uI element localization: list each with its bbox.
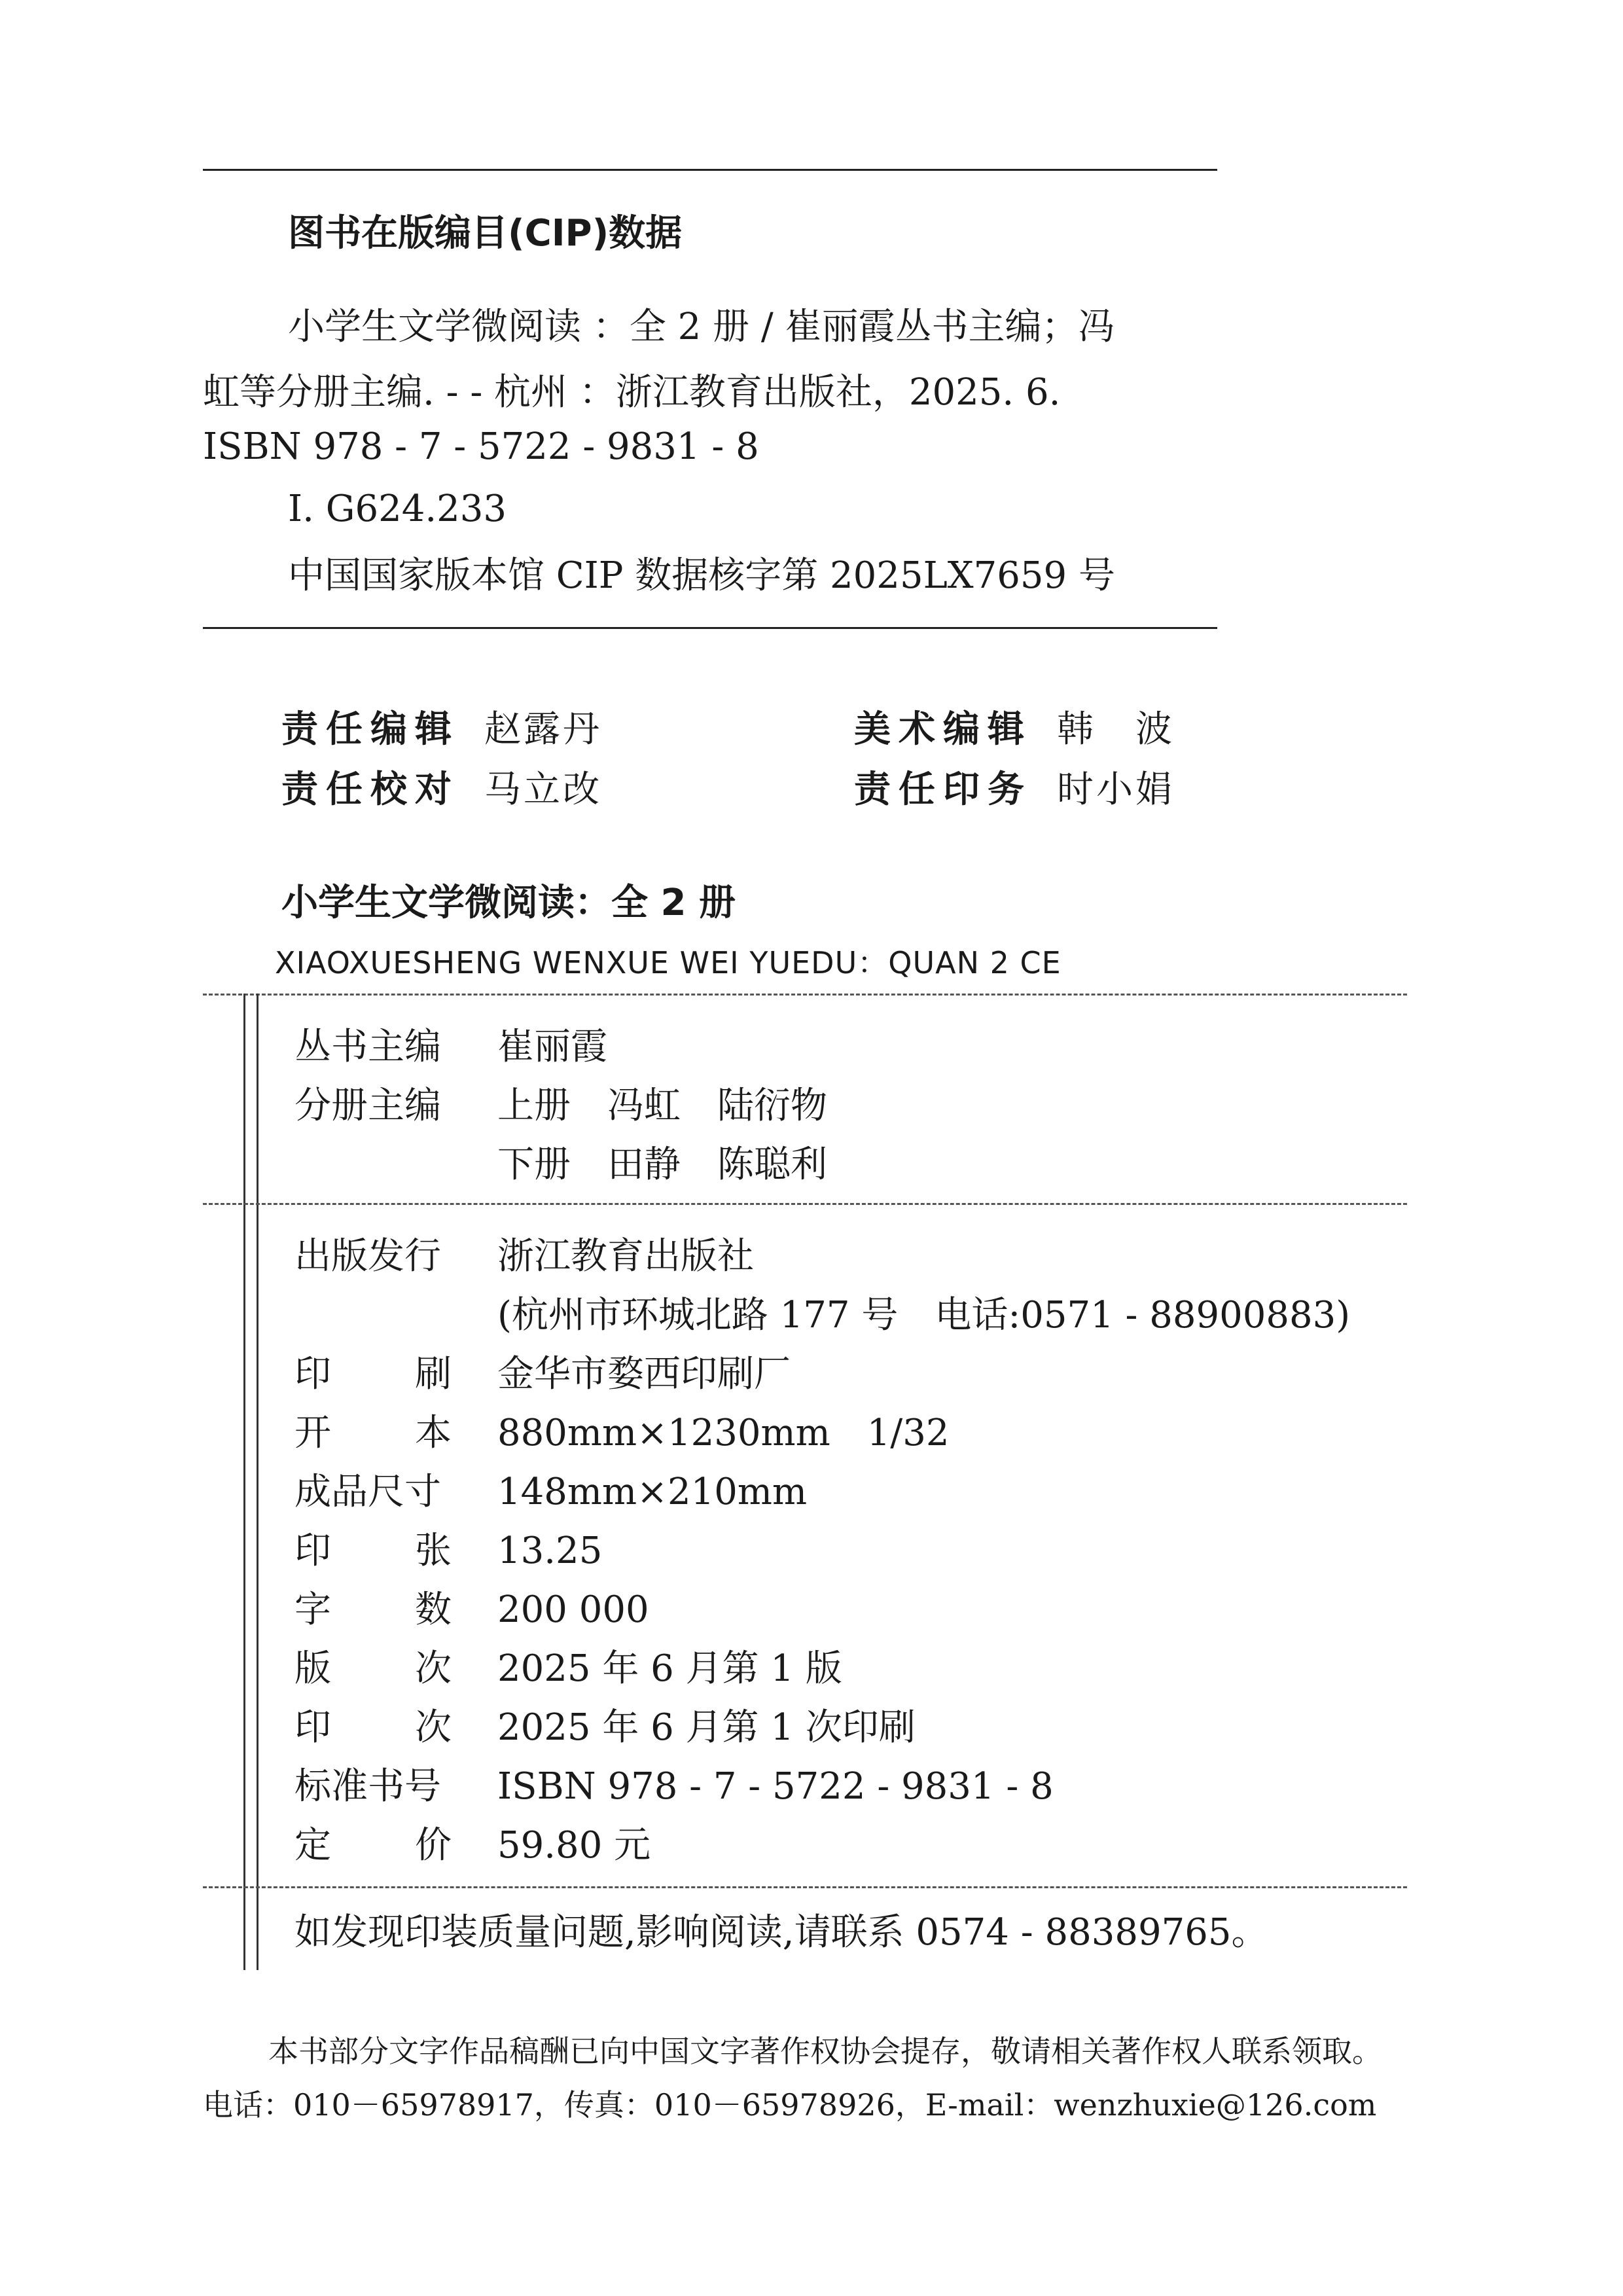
- staff-editor: [281, 700, 602, 753]
- price-value: 59.80 元: [497, 1824, 651, 1867]
- staff-editor-label: 责任编辑: [281, 708, 459, 751]
- imprint-left-line-1: [243, 994, 245, 1970]
- cip-line-class: Ⅰ. G624.233: [288, 488, 507, 530]
- staff-editor-name: 赵露丹: [484, 708, 602, 751]
- volume-editor-row: [294, 1077, 827, 1129]
- edition-row: [294, 1640, 842, 1692]
- staff-art-label: 美术编辑: [854, 708, 1032, 751]
- staff-print-name: 时小娟: [1057, 768, 1175, 811]
- printer-name: 金华市婺西印刷厂: [497, 1353, 791, 1395]
- words-label: 字 数: [294, 1588, 452, 1631]
- cip-line-record: 中国国家版本馆 CIP 数据核字第 2025LX7659 号: [288, 554, 1115, 597]
- staff-print-label: 责任印务: [854, 768, 1032, 811]
- cip-line-1: 小学生文学微阅读 ：全 2 册 / 崔丽霞丛书主编；冯: [288, 306, 1115, 348]
- sheets-value: 13.25: [497, 1530, 603, 1572]
- volume-editor-row-2: [294, 1136, 827, 1188]
- size-row: [294, 1463, 807, 1515]
- volume-editor-label: 分册主编: [294, 1085, 441, 1127]
- staff-print: [854, 761, 1175, 813]
- imprint-left-line-2: [257, 994, 259, 1970]
- address-row: [294, 1286, 1350, 1338]
- staff-proof-name: 马立改: [484, 768, 602, 811]
- series-editor-label: 丛书主编: [294, 1026, 441, 1068]
- quality-notice: 如发现印装质量问题,影响阅读,请联系 0574 - 88389765。: [294, 1911, 1268, 1954]
- impression-label: 印 次: [294, 1706, 452, 1749]
- cip-line-2: 虹等分册主编. - - 杭州 ：浙江教育出版社，2025. 6.: [203, 371, 1061, 414]
- publisher-label: 出版发行: [294, 1235, 441, 1278]
- cip-bottom-rule: [203, 627, 1217, 629]
- isbn-value: ISBN 978 - 7 - 5722 - 9831 - 8: [497, 1765, 1054, 1808]
- edition-label: 版 次: [294, 1647, 452, 1690]
- footer-copyright-note: 本书部分文字作品稿酬已向中国文字著作权协会提存，敬请相关著作权人联系领取。: [268, 2034, 1382, 2069]
- format-label: 开 本: [294, 1412, 452, 1454]
- price-label: 定 价: [294, 1824, 452, 1867]
- cip-title: 图书在版编目(CIP)数据: [288, 212, 683, 255]
- sheets-row: [294, 1522, 602, 1574]
- footer-contact: 电话：010－65978917，传真：010－65978926，E-mail：wenzhuxie@126.com: [203, 2087, 1377, 2123]
- edition-value: 2025 年 6 月第 1 版: [497, 1647, 842, 1690]
- words-value: 200 000: [497, 1588, 649, 1631]
- volume-editor-line2: 下册 田静 陈聪利: [497, 1143, 827, 1186]
- imprint-top-rule: [203, 994, 1407, 996]
- sheets-label: 印 张: [294, 1530, 452, 1572]
- publisher-name: 浙江教育出版社: [497, 1235, 754, 1278]
- staff-art: [854, 700, 1175, 753]
- printer-row: [294, 1345, 791, 1397]
- book-title: 小学生文学微阅读：全 2 册: [281, 882, 736, 924]
- isbn-row: [294, 1757, 1054, 1810]
- imprint-middle-rule: [203, 1203, 1407, 1205]
- size-value: 148mm×210mm: [497, 1471, 808, 1513]
- staff-proof: [281, 761, 602, 813]
- impression-row: [294, 1698, 916, 1751]
- cip-top-rule: [203, 169, 1217, 171]
- size-label: 成品尺寸: [294, 1471, 441, 1513]
- volume-editor-line1: 上册 冯虹 陆衍物: [497, 1085, 827, 1127]
- cip-line-isbn: ISBN 978 - 7 - 5722 - 9831 - 8: [203, 425, 759, 468]
- staff-art-name: 韩 波: [1057, 708, 1175, 751]
- words-row: [294, 1581, 649, 1633]
- series-editor-row: [294, 1018, 607, 1070]
- price-row: [294, 1816, 651, 1869]
- imprint-bottom-rule: [203, 1886, 1407, 1888]
- format-value: 880mm×1230mm 1/32: [497, 1412, 950, 1454]
- publisher-row: [294, 1227, 754, 1280]
- impression-value: 2025 年 6 月第 1 次印刷: [497, 1706, 916, 1749]
- staff-proof-label: 责任校对: [281, 768, 459, 811]
- publisher-address: (杭州市环城北路 177 号 电话:0571 - 88900883): [497, 1294, 1351, 1336]
- book-pinyin: XIAOXUESHENG WENXUE WEI YUEDU：QUAN 2 CE: [275, 945, 1061, 980]
- printer-label: 印 刷: [294, 1353, 452, 1395]
- series-editor-name: 崔丽霞: [497, 1026, 607, 1068]
- format-row: [294, 1404, 949, 1456]
- isbn-label: 标准书号: [294, 1765, 441, 1808]
